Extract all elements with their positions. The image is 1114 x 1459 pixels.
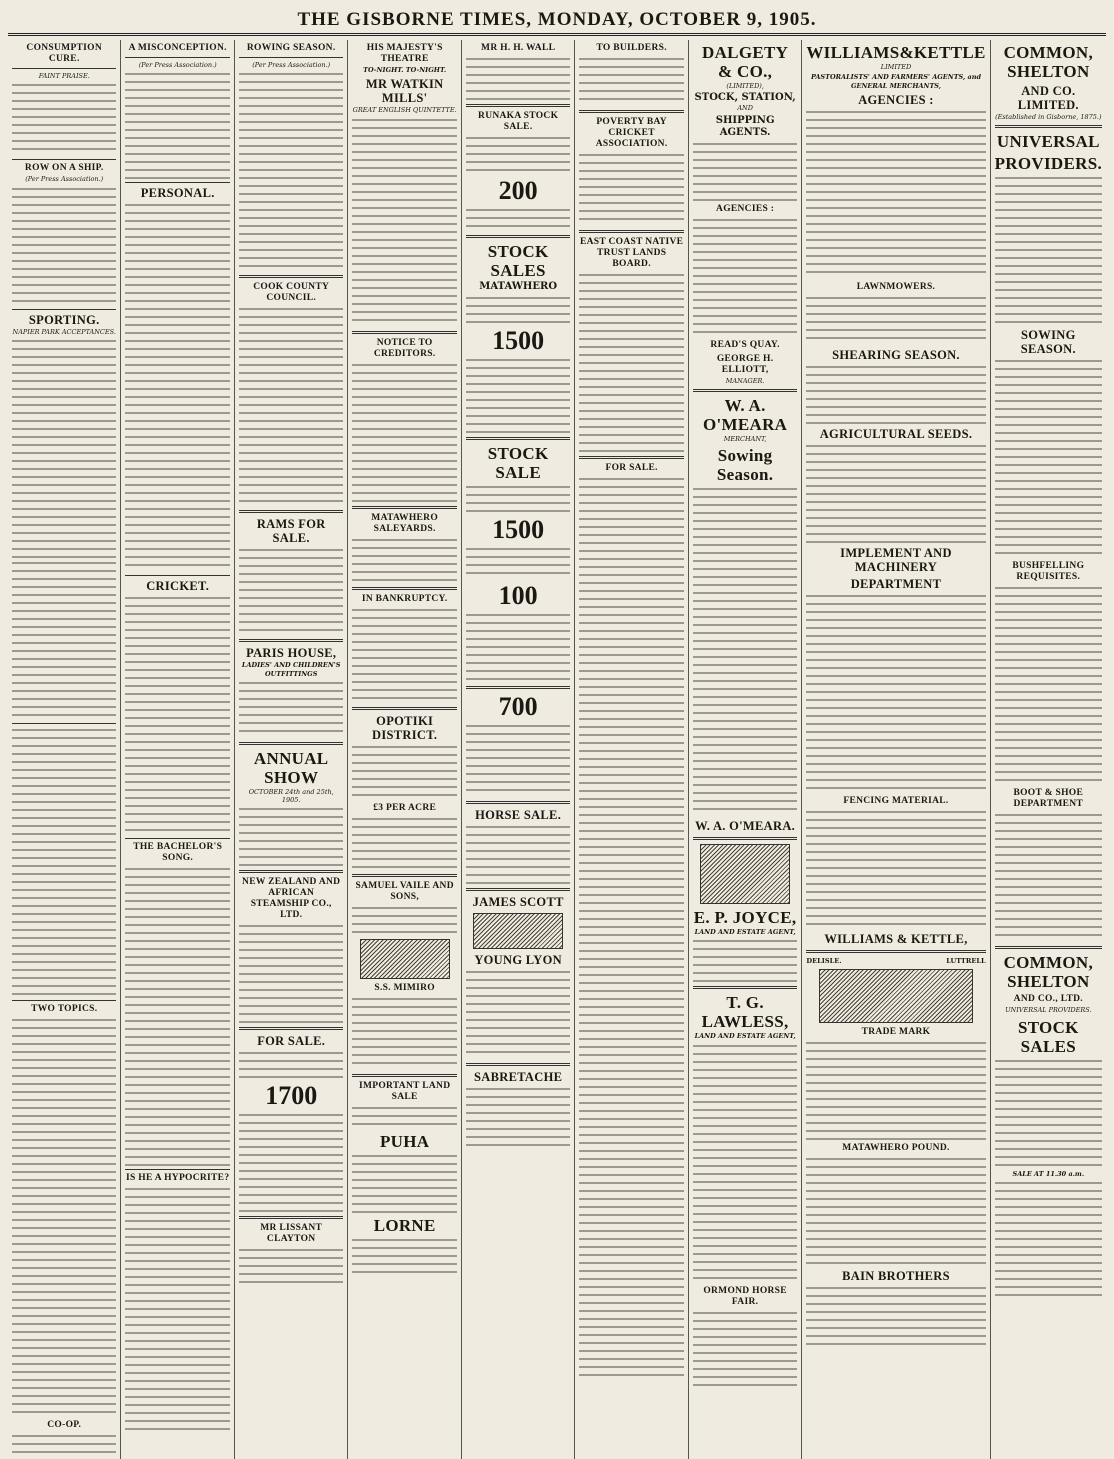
advert-text (466, 135, 570, 175)
subheading: (LIMITED), (726, 82, 764, 90)
column-4 (348, 40, 461, 1459)
heading: NEW ZEALAND AND AFRICAN STEAMSHIP CO., LTD. (242, 877, 341, 921)
advert-text (466, 56, 570, 100)
divider (239, 57, 343, 58)
heading: W. A. O'MEARA. (695, 819, 796, 834)
divider (352, 874, 456, 877)
column-6 (575, 40, 688, 1459)
heading: RUNAKA STOCK SALE. (478, 111, 559, 132)
newspaper-title: THE GISBORNE TIMES, MONDAY, OCTOBER 9, 1905. (297, 8, 817, 30)
subheading: LADIES' AND CHILDREN'S OUTFITTINGS (241, 661, 341, 678)
subheading: (Per Press Association.) (252, 61, 331, 69)
divider (125, 838, 229, 839)
column-9 (991, 40, 1106, 1459)
article-text (12, 560, 116, 720)
plough-illustration (819, 969, 973, 1023)
heading: CO-OP. (47, 1419, 82, 1430)
divider (579, 456, 683, 459)
brand-row (806, 957, 985, 965)
column-7 (689, 40, 802, 1459)
notice-text (352, 607, 456, 703)
heading: IN BANKRUPTCY. (361, 593, 448, 604)
article-text (12, 1017, 116, 1417)
advert-text (693, 938, 797, 982)
divider (466, 437, 570, 440)
heading: HIS MAJESTY'S THEATRE (366, 43, 443, 64)
heading: DEPARTMENT (850, 576, 942, 591)
divider (693, 837, 797, 840)
heading: OPOTIKI DISTRICT. (372, 713, 438, 742)
divider (352, 506, 456, 509)
advert-text (806, 1285, 985, 1345)
divider (466, 686, 570, 689)
subheading: MERCHANT, (723, 434, 767, 443)
house-illustration (700, 844, 790, 904)
heading: SPORTING. (28, 312, 100, 327)
column-3 (235, 40, 348, 1459)
advert-text (352, 996, 456, 1070)
advert-text (239, 806, 343, 866)
article-text (239, 71, 343, 271)
heading: PROVIDERS. (994, 154, 1102, 174)
heading: THE BACHELOR'S SONG. (133, 842, 223, 864)
subheading: AND (737, 104, 753, 113)
column-8 (802, 40, 990, 1459)
heading: JAMES SCOTT (472, 895, 564, 909)
masthead (8, 6, 1106, 36)
divider (125, 575, 229, 576)
subheading: TO-NIGHT. TO-NIGHT. (363, 66, 447, 74)
divider (239, 742, 343, 745)
heading: LORNE (373, 1215, 436, 1235)
programme-text (352, 117, 456, 327)
large-figure: 100 (498, 581, 538, 610)
stock-list (466, 546, 570, 580)
subheading: UNIVERSAL PROVIDERS. (1005, 1006, 1092, 1015)
heading: E. P. JOYCE, (693, 908, 797, 928)
advert-text (806, 593, 985, 793)
notice-text (352, 362, 456, 502)
advert-text (995, 358, 1102, 558)
heading: IMPORTANT LAND SALE (358, 1080, 451, 1102)
advert-text (995, 1058, 1102, 1168)
advert-text (352, 816, 456, 870)
advert-text (466, 969, 570, 1059)
heading: MATAWHERO SALEYARDS. (371, 512, 439, 534)
subheading: SHIPPING AGENTS. (715, 114, 775, 138)
divider (239, 870, 343, 873)
heading: STOCK SALE (487, 444, 549, 482)
heading: BOOT & SHOE DEPARTMENT (1013, 788, 1084, 810)
heading: AND CO. LIMITED. (1017, 84, 1079, 112)
heading: RAMS FOR SALE. (256, 517, 326, 546)
advert-text (352, 744, 456, 800)
divider (239, 1027, 343, 1030)
subheading: LAND AND ESTATE AGENT, (694, 1032, 796, 1041)
divider (693, 986, 797, 989)
advert-text (995, 175, 1102, 325)
heading: CONSUMPTION CURE. (26, 43, 103, 64)
divider (239, 275, 343, 278)
heading: LAWNMOWERS. (856, 281, 936, 292)
advert-text (239, 1112, 343, 1212)
heading: EAST COAST NATIVE TRUST LANDS BOARD. (579, 237, 684, 269)
advert-text (693, 1043, 797, 1283)
divider (125, 57, 229, 58)
advert-text (352, 537, 456, 583)
heading: COMMON, SHELTON (1003, 953, 1094, 992)
article-text (12, 1433, 116, 1457)
heading: CRICKET. (146, 579, 210, 594)
advert-text (806, 364, 985, 424)
brand-name: LUTTRELL (946, 956, 986, 965)
divider (579, 110, 683, 113)
article-text (12, 82, 116, 156)
heading: YOUNG LYON (474, 953, 562, 967)
divider (12, 723, 116, 724)
heading: DALGETY & CO., (702, 43, 789, 81)
advert-text (995, 585, 1102, 785)
heading: Sowing Season. (716, 446, 774, 485)
heading: PARIS HOUSE, (246, 646, 337, 661)
article-text (125, 595, 229, 835)
advert-text (693, 1310, 797, 1390)
advert-text (466, 207, 570, 231)
brand-name: DELISLE. (806, 956, 842, 965)
article-text (125, 1186, 229, 1436)
heading: PUHA (379, 1131, 430, 1151)
heading: ANNUAL SHOW (253, 748, 329, 787)
advert-text (693, 486, 797, 816)
heading: HORSE SALE. (475, 808, 562, 822)
agency-list (806, 109, 985, 279)
heading: SAMUEL VAILE AND SONS, (355, 880, 454, 902)
subheading: (Per Press Association.) (25, 175, 104, 184)
heading: NOTICE TO CREDITORS. (373, 337, 436, 359)
advert-text (352, 1105, 456, 1129)
divider (352, 331, 456, 334)
notice-text (239, 306, 343, 506)
heading: IS HE A HYPOCRITE? (126, 1173, 230, 1184)
columns (8, 40, 1106, 1448)
divider (352, 1074, 456, 1077)
heading: FOR SALE. (257, 1034, 326, 1049)
heading: ORMOND HORSE FAIR. (703, 1285, 787, 1307)
subheading: SALE AT 11.30 a.m. (1012, 1169, 1085, 1178)
column-2 (121, 40, 234, 1459)
heading: T. G. LAWLESS, (701, 993, 789, 1032)
divider (466, 888, 570, 891)
advert-text (995, 812, 1102, 942)
divider (12, 68, 116, 69)
article-text (125, 202, 229, 572)
heading: SOWING SEASON. (1020, 328, 1076, 357)
subheading: OCTOBER 24th and 25th, 1905. (248, 787, 334, 805)
large-figure: 1500 (492, 515, 545, 544)
heading: SHEARING SEASON. (832, 347, 960, 362)
advert-text (466, 295, 570, 325)
divider (693, 389, 797, 392)
advert-text (806, 809, 985, 929)
heading: FENCING MATERIAL. (843, 795, 949, 806)
advert-text (995, 1180, 1102, 1300)
divider (995, 946, 1102, 949)
subheading: LAND AND ESTATE AGENT, (694, 928, 796, 937)
article-text (12, 727, 116, 997)
subheading: LIMITED (880, 63, 912, 71)
stock-list (466, 357, 570, 433)
divider (466, 104, 570, 107)
heading: ROWING SEASON. (246, 43, 336, 53)
advert-text (352, 1237, 456, 1277)
column-5 (462, 40, 575, 1459)
divider (352, 587, 456, 590)
heading: COOK COUNTY COUNCIL. (253, 282, 330, 304)
subheading: STOCK, STATION, (694, 92, 796, 104)
heading: MR LISSANT CLAYTON (260, 1223, 323, 1245)
divider (466, 1063, 570, 1066)
article-text (125, 71, 229, 179)
advert-text (239, 1247, 343, 1287)
heading: FOR SALE. (605, 463, 658, 473)
heading: READ'S QUAY. (710, 339, 780, 350)
heading: BUSHFELLING REQUISITES. (1012, 561, 1085, 583)
heading: WILLIAMS & KETTLE, (824, 931, 968, 946)
race-entries (12, 338, 116, 558)
heading: COMMON, SHELTON (1003, 43, 1094, 81)
agency-list (693, 217, 797, 337)
divider (579, 230, 683, 233)
heading: TO BUILDERS. (596, 43, 667, 53)
advert-text (466, 484, 570, 514)
divider (239, 639, 343, 642)
heading: UNIVERSAL (996, 132, 1100, 152)
heading: A MISCONCEPTION. (128, 43, 227, 53)
heading: AGRICULTURAL SEEDS. (819, 426, 973, 441)
advert-text (239, 1050, 343, 1080)
divider (12, 1000, 116, 1001)
heading: PERSONAL. (140, 186, 215, 201)
subheading: GREAT ENGLISH QUINTETTE. (352, 106, 457, 115)
ship-illustration (360, 939, 450, 979)
advert-text (579, 56, 683, 106)
heading: AGENCIES : (716, 203, 775, 214)
heading: S.S. MIMIRO (374, 982, 435, 993)
divider (995, 125, 1102, 128)
advert-text (352, 1153, 456, 1213)
advert-text (806, 443, 985, 543)
heading: MR H. H. WALL (481, 43, 556, 53)
subheading: FAINT PRAISE. (38, 72, 90, 80)
advert-text (466, 1086, 570, 1146)
subheading: MANAGER. (725, 376, 765, 385)
divider (466, 235, 570, 238)
heading: BAIN BROTHERS (842, 1269, 950, 1284)
advert-text (239, 547, 343, 635)
subheading: (Established in Gisborne, 1875.) (995, 113, 1102, 121)
heading: AGENCIES : (858, 92, 934, 107)
heading: £3 PER ACRE (373, 802, 437, 813)
heading: WILLIAMS&KETTLE (806, 43, 986, 62)
divider (12, 309, 116, 310)
divider (352, 707, 456, 710)
divider (239, 510, 343, 513)
heading: W. A. O'MEARA (702, 395, 788, 434)
heading: GEORGE H. ELLIOTT, (716, 353, 774, 375)
divider (12, 159, 116, 160)
poem-text (125, 866, 229, 1166)
divider (806, 950, 985, 953)
subheading: MATAWHERO (479, 281, 558, 292)
advert-text (239, 923, 343, 1023)
heading: IMPLEMENT AND MACHINERY (840, 545, 952, 574)
heading: STOCK SALES (487, 242, 549, 280)
subheading: PASTORALISTS' AND FARMERS' AGENTS, and GENERAL MERCHANTS, (810, 73, 982, 90)
advert-text (466, 723, 570, 797)
notice-text (579, 152, 683, 226)
advert-text (693, 141, 797, 201)
article-text (12, 186, 116, 306)
advert-text (239, 680, 343, 738)
advert-text (466, 824, 570, 884)
heading: TWO TOPICS. (31, 1003, 98, 1014)
heading: AND CO., LTD. (1013, 994, 1083, 1005)
heading: ROW ON A SHIP. (24, 163, 104, 174)
notice-text (806, 1156, 985, 1266)
stock-list (466, 612, 570, 682)
notice-text (579, 272, 683, 452)
heading: TRADE MARK (861, 1027, 931, 1038)
divider (125, 1169, 229, 1170)
horse-illustration (473, 913, 563, 949)
heading: SABRETACHE (474, 1070, 563, 1084)
heading: STOCK SALES (1017, 1017, 1079, 1056)
column-1 (8, 40, 121, 1459)
large-figure: 1500 (492, 326, 545, 355)
large-figure: 700 (498, 692, 538, 721)
heading: POVERTY BAY CRICKET ASSOCIATION. (595, 117, 668, 149)
advert-text (806, 1040, 985, 1140)
heading: MATAWHERO POUND. (842, 1143, 950, 1154)
large-figure: 200 (498, 176, 538, 205)
advert-text (806, 295, 985, 345)
advert-text (352, 905, 456, 935)
divider (125, 182, 229, 183)
subheading: (Per Press Association.) (138, 61, 217, 69)
divider (239, 1216, 343, 1219)
heading: MR WATKIN MILLS' (365, 77, 444, 106)
subheading: NAPIER PARK ACCEPTANCES. (12, 327, 116, 336)
classified-ads (579, 476, 683, 1376)
large-figure: 1700 (265, 1081, 318, 1111)
divider (466, 801, 570, 804)
